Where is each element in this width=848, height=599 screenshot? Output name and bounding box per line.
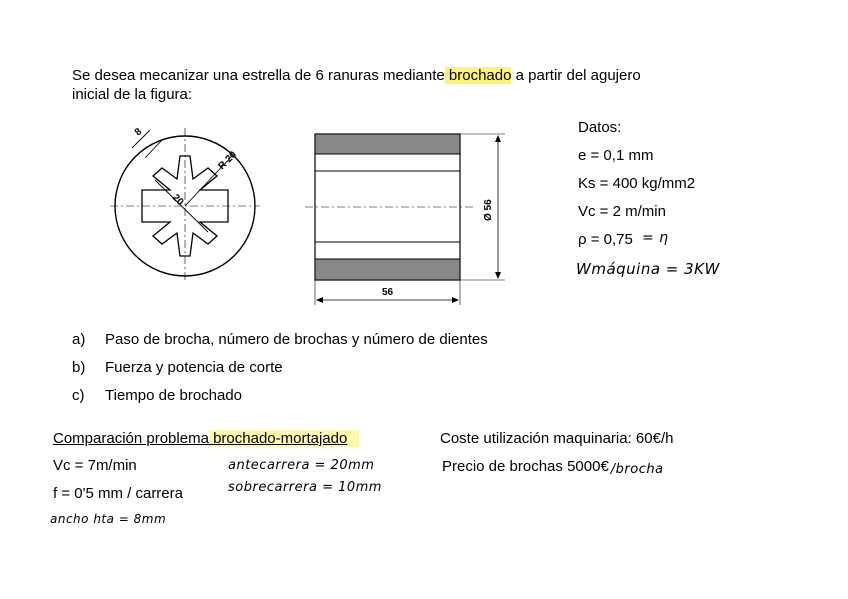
question-a-letter: a) xyxy=(72,331,86,348)
question-b xyxy=(72,359,283,377)
intro-text-a: Se desea mecanizar una estrella de 6 ranuras mediante xyxy=(72,67,445,84)
dim-width-56-label: 56 xyxy=(382,287,394,298)
dim-r20-label: R 20 xyxy=(216,149,240,173)
dim-8-label: 8 xyxy=(132,126,145,139)
star-section-figure xyxy=(110,118,260,318)
comparison-ancho-handwritten: ancho hta = 8mm xyxy=(50,512,167,526)
question-b-text: Fuerza y potencia de corte xyxy=(105,359,283,376)
dim-diameter-56-label: Ø 56 xyxy=(483,199,494,221)
dim-20-label: 20 xyxy=(169,192,186,208)
bottom-hatched-band xyxy=(315,259,460,280)
datos-wmaquina-handwritten: Wmáquina = 3KW xyxy=(576,260,720,278)
intro-line-2: inicial de la figura: xyxy=(72,86,193,103)
comparison-antecarrera-handwritten: antecarrera = 20mm xyxy=(228,458,375,473)
comparison-coste: Coste utilización maquinaria: 60€/h xyxy=(440,430,674,447)
question-b-letter: b) xyxy=(72,359,86,376)
comparison-f: f = 0'5 mm / carrera xyxy=(53,485,183,502)
question-c-letter: c) xyxy=(72,387,85,404)
datos-vc: Vc = 2 m/min xyxy=(578,203,666,220)
comparison-title-highlight: brochado-mortajado xyxy=(209,430,359,447)
intro-text-b: a partir del agujero xyxy=(511,67,641,84)
comparison-title xyxy=(53,430,359,448)
comparison-precio-text: Precio de brochas 5000€ xyxy=(442,458,609,475)
datos-e: e = 0,1 mm xyxy=(578,147,654,164)
comparison-vc: Vc = 7m/min xyxy=(53,457,137,474)
question-c-text: Tiempo de brochado xyxy=(105,387,243,404)
datos-rho-handwritten: = η xyxy=(642,230,669,246)
intro-line-1 xyxy=(72,67,641,85)
comparison-sobrecarrera-handwritten: sobrecarrera = 10mm xyxy=(228,480,382,495)
question-a xyxy=(72,331,488,349)
question-a-text: Paso de brocha, número de brochas y número de dientes xyxy=(105,331,488,348)
question-c xyxy=(72,387,242,405)
datos-rho: ρ = 0,75 xyxy=(578,231,633,248)
datos-title: Datos: xyxy=(578,119,622,136)
comparison-precio xyxy=(442,458,664,477)
longitudinal-section-figure xyxy=(305,125,535,315)
comparison-precio-handwritten: /brocha xyxy=(610,462,664,477)
intro-highlight-brochado: brochado xyxy=(444,67,512,84)
comparison-title-text: Comparación problema xyxy=(53,430,209,447)
datos-ks: Ks = 400 kg/mm2 xyxy=(578,175,696,192)
top-hatched-band xyxy=(315,134,460,154)
